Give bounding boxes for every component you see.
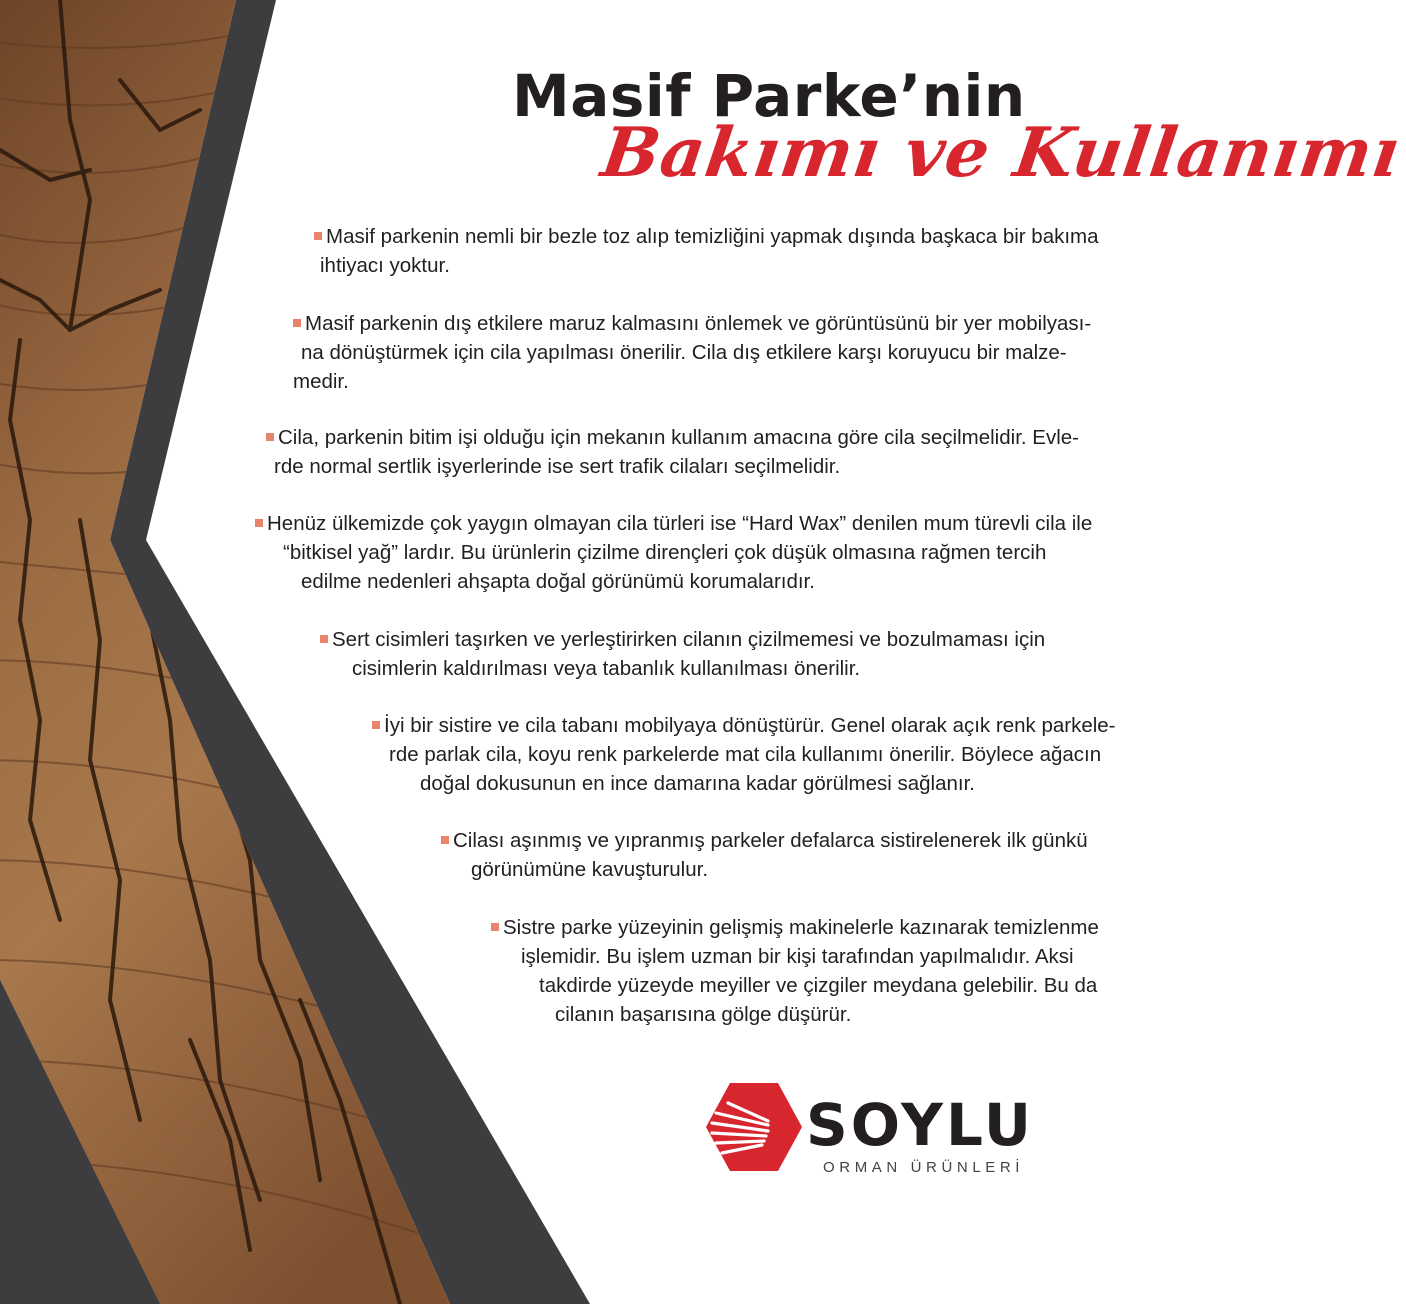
bullet-icon — [441, 836, 449, 844]
paragraph-varnish — [293, 309, 1091, 396]
paragraph-line: Henüz ülkemizde çok yaygın olmayan cila türleri ise “Hard Wax” denilen mum türevli cila ile — [267, 512, 1093, 535]
paragraph-line: medir. — [293, 370, 349, 393]
paragraph-line: İyi bir sistire ve cila tabanı mobilyaya dönüştürür. Genel olarak açık renk parkele- — [384, 714, 1116, 737]
paragraph-line: Sistre parke yüzeyinin gelişmiş makinelerle kazınarak temizlenme — [503, 916, 1099, 939]
page-subtitle-script: Bakımı ve Kullanımı — [596, 113, 1406, 193]
paragraph-line: görünümüne kavuşturulur. — [471, 858, 709, 881]
paragraph-sanding — [372, 711, 1116, 798]
bullet-icon — [314, 232, 322, 240]
bullet-icon — [491, 923, 499, 931]
paragraph-sistre — [491, 913, 1099, 1029]
paragraph-line: Masif parkenin nemli bir bezle toz alıp temizliğini yapmak dışında başkaca bir bakıma — [326, 225, 1099, 248]
paragraph-line: Sert cisimleri taşırken ve yerleştirirken cilanın çizilmemesi ve bozulmaması için — [332, 628, 1046, 651]
paragraph-line: edilme nedenleri ahşapta doğal görünümü korumalarıdır. — [301, 570, 815, 593]
paragraph-line: rde normal sertlik işyerlerinde ise sert trafik cilaları seçilmelidir. — [274, 455, 841, 478]
paragraph-line: rde parlak cila, koyu renk parkelerde mat cila kullanımı önerilir. Böylece ağacın — [389, 743, 1102, 766]
paragraph-line: na dönüştürmek için cila yapılması önerilir. Cila dış etkilere karşı koruyucu bir malze- — [301, 341, 1067, 364]
paragraph-line: doğal dokusunun en ince damarına kadar görülmesi sağlanır. — [420, 772, 975, 795]
paragraph-line: işlemidir. Bu işlem uzman bir kişi tarafından yapılmalıdır. Aksi — [521, 945, 1074, 968]
paragraph-heavy-objects — [320, 625, 1045, 683]
paragraph-hard-wax — [255, 509, 1092, 596]
paragraph-line: cilanın başarısına gölge düşürür. — [555, 1003, 852, 1026]
bullet-icon — [320, 635, 328, 643]
paragraph-renewal — [441, 826, 1088, 884]
paragraph-line: Cila, parkenin bitim işi olduğu için mekanın kullanım amacına göre cila seçilmelidir. Evle- — [278, 426, 1079, 449]
paragraph-line: “bitkisel yağ” lardır. Bu ürünlerin çizilme dirençleri çok düşük olmasına rağmen tercih — [283, 541, 1047, 564]
bullet-icon — [372, 721, 380, 729]
bullet-icon — [266, 433, 274, 441]
paragraph-line: ihtiyacı yoktur. — [320, 254, 450, 277]
brand-logo-text: SOYLU — [806, 1091, 1034, 1159]
paragraph-line: Masif parkenin dış etkilere maruz kalmasını önlemek ve görüntüsünü bir yer mobilyası- — [305, 312, 1092, 335]
hexagon-stripes-logo-icon — [706, 1083, 802, 1171]
paragraph-line: Cilası aşınmış ve yıpranmış parkeler defalarca sistirelenerek ilk günkü — [453, 829, 1088, 852]
bullet-icon — [293, 319, 301, 327]
bullet-icon — [255, 519, 263, 527]
paragraph-line: takdirde yüzeyde meyiller ve çizgiler meydana gelebilir. Bu da — [539, 974, 1098, 997]
paragraph-line: cisimlerin kaldırılması veya tabanlık kullanılması önerilir. — [352, 657, 861, 680]
paragraph-care — [314, 222, 1099, 280]
page-title: Masif Parke’nin — [512, 62, 1026, 130]
paragraph-varnish-choice — [266, 423, 1079, 481]
brand-logo-subtitle: ORMAN ÜRÜNLERİ — [823, 1159, 1025, 1176]
